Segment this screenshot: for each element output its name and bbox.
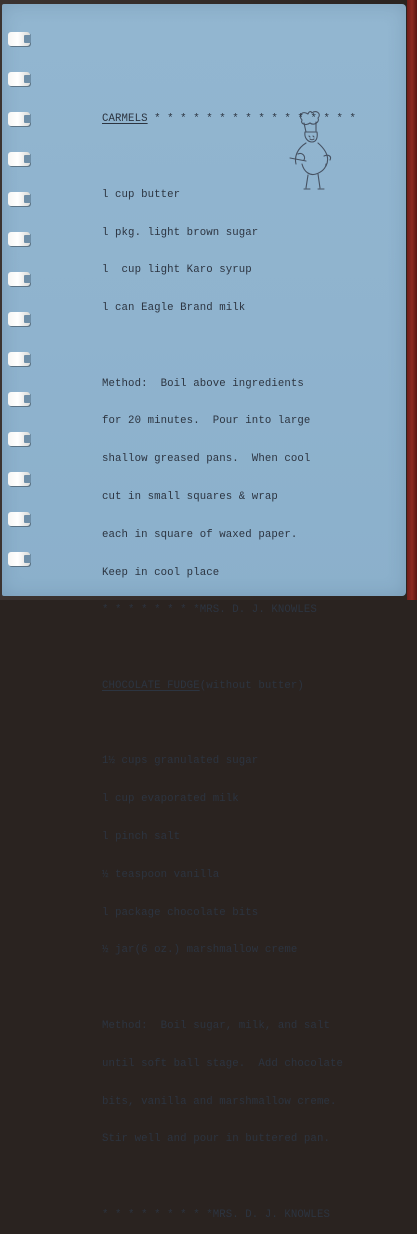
recipe-text bbox=[102, 88, 392, 1234]
method-line: Keep in cool place bbox=[102, 566, 220, 579]
binding-ring-icon bbox=[8, 512, 30, 526]
recipe2-title-line bbox=[102, 680, 392, 693]
ingredient-line: l pinch salt bbox=[102, 831, 181, 844]
binding-ring-icon bbox=[8, 312, 30, 326]
binding-ring-icon bbox=[8, 432, 30, 446]
method-line: bits, vanilla and marshmallow creme. bbox=[102, 1095, 337, 1108]
method-line: shallow greased pans. When cool bbox=[102, 453, 311, 466]
ingredient-line: l pkg. light brown sugar bbox=[102, 226, 259, 239]
ingredient-line: l package chocolate bits bbox=[102, 906, 259, 919]
ingredient-line: ½ teaspoon vanilla bbox=[102, 868, 220, 881]
ingredient-line: l cup light Karo syrup bbox=[102, 264, 252, 277]
ingredient-line: l cup evaporated milk bbox=[102, 793, 239, 806]
method-line: Method: Boil above ingredients bbox=[102, 377, 304, 390]
method-line: cut in small squares & wrap bbox=[102, 491, 278, 503]
ingredient-line: l cup butter bbox=[102, 188, 181, 201]
binding-ring-icon bbox=[8, 72, 30, 86]
method-line: for 20 minutes. Pour into large bbox=[102, 415, 311, 428]
recipe1-title-line bbox=[102, 113, 392, 126]
spiral-binding bbox=[8, 20, 34, 580]
binding-ring-icon bbox=[8, 272, 30, 286]
ingredient-line: 1½ cups granulated sugar bbox=[102, 755, 259, 768]
method-line: Method: Boil sugar, milk, and salt bbox=[102, 1019, 330, 1032]
binding-ring-icon bbox=[8, 472, 30, 486]
book-spine bbox=[407, 0, 417, 600]
binding-ring-icon bbox=[8, 32, 30, 46]
binding-ring-icon bbox=[8, 352, 30, 366]
recipe2-title: CHOCOLATE FUDGE bbox=[102, 679, 200, 692]
recipe2-signature: * * * * * * * * *MRS. D. J. KNOWLES bbox=[102, 1208, 330, 1221]
recipe1-signature: * * * * * * * *MRS. D. J. KNOWLES bbox=[102, 604, 317, 617]
recipe1-title: CARMELS bbox=[102, 113, 148, 126]
binding-ring-icon bbox=[8, 152, 30, 166]
binding-ring-icon bbox=[8, 232, 30, 246]
recipe1-title-stars: * * * * * * * * * * * * * * * * bbox=[147, 113, 357, 126]
method-line: until soft ball stage. Add chocolate bbox=[102, 1057, 344, 1070]
binding-ring-icon bbox=[8, 392, 30, 406]
method-line: each in square of waxed paper. bbox=[102, 528, 298, 541]
ingredient-line: ½ jar(6 oz.) marshmallow creme bbox=[102, 944, 298, 957]
ingredient-line: l can Eagle Brand milk bbox=[102, 302, 246, 315]
recipe2-title-suffix: (without butter) bbox=[199, 679, 304, 692]
binding-ring-icon bbox=[8, 552, 30, 566]
method-line: Stir well and pour in buttered pan. bbox=[102, 1133, 330, 1146]
binding-ring-icon bbox=[8, 192, 30, 206]
binding-ring-icon bbox=[8, 112, 30, 126]
